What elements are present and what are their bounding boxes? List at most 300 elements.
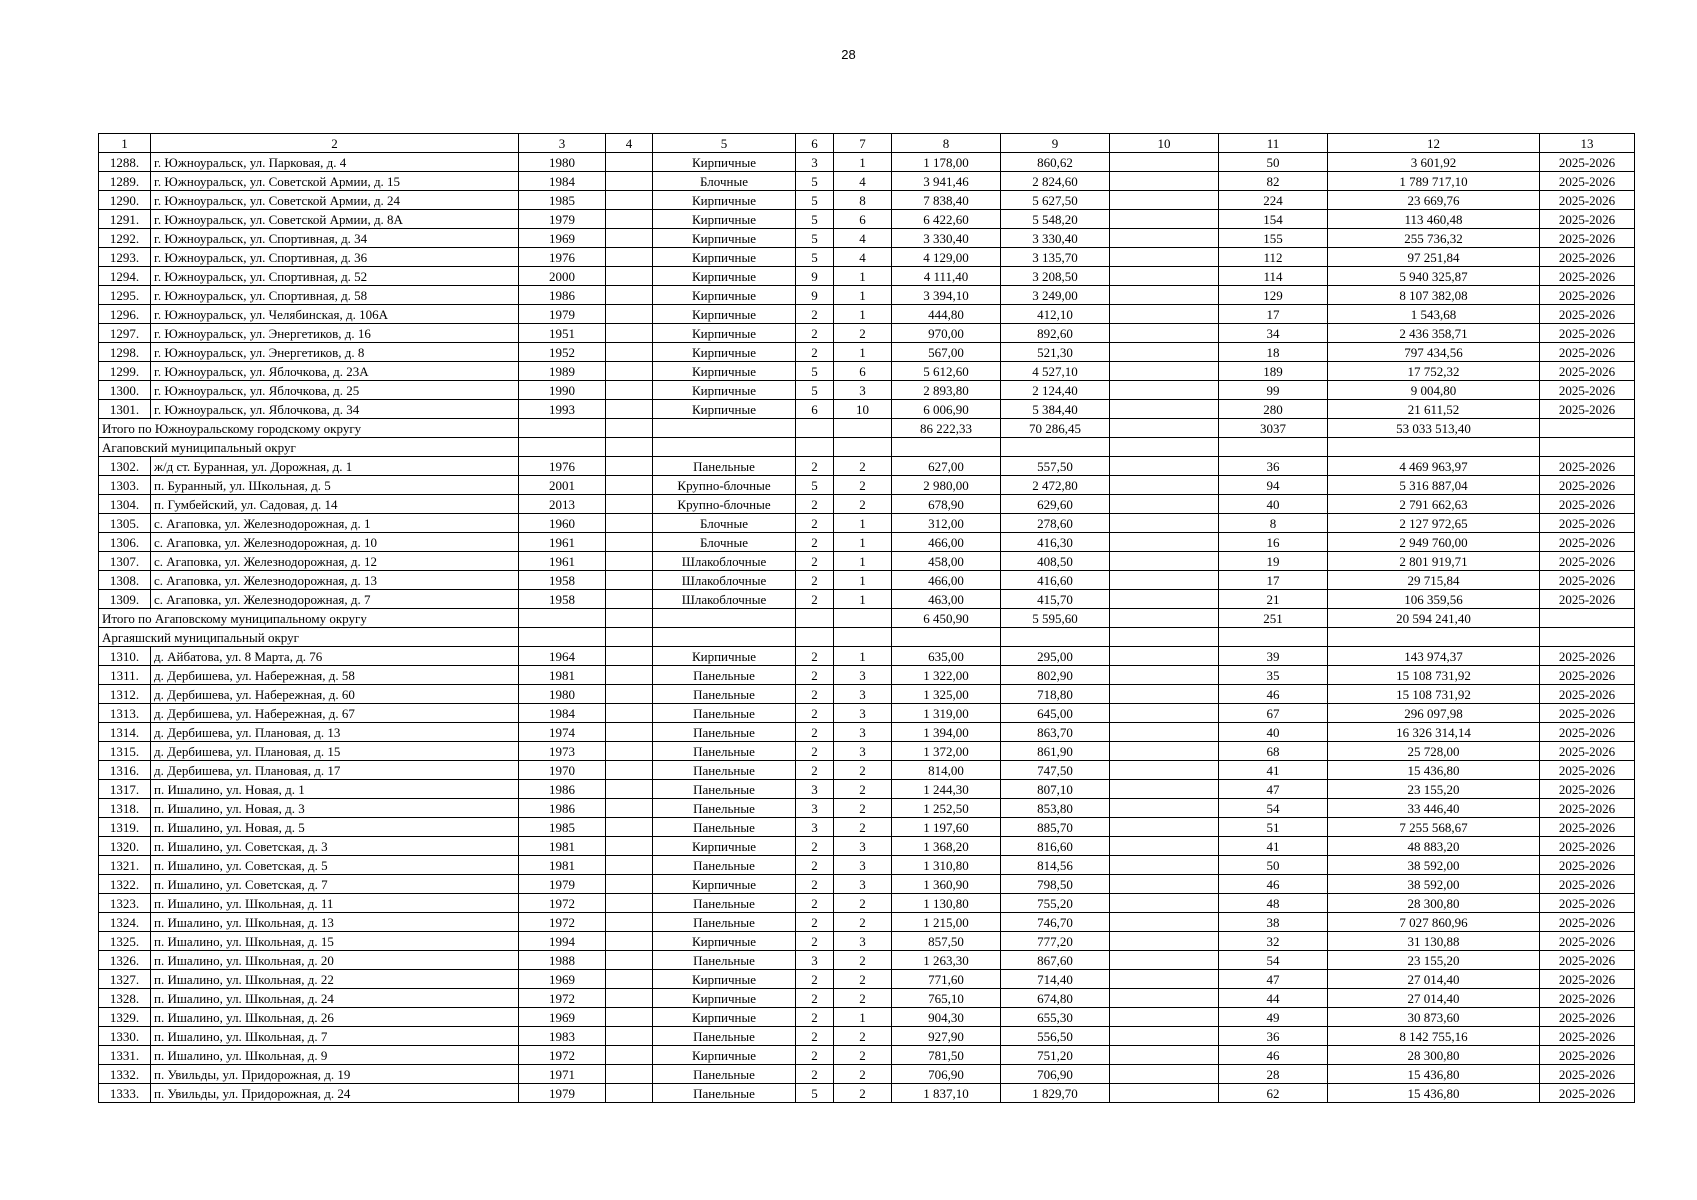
- table-cell: Кирпичные: [653, 324, 796, 343]
- table-cell: 2025-2026: [1540, 1008, 1635, 1027]
- empty-cell: [1540, 419, 1635, 438]
- table-cell: 2 124,40: [1001, 381, 1110, 400]
- address-cell: г. Южноуральск, ул. Советской Армии, д. 24: [151, 191, 519, 210]
- table-cell: 1295.: [99, 286, 151, 305]
- table-cell: 2025-2026: [1540, 324, 1635, 343]
- table-cell: 48: [1219, 894, 1328, 913]
- table-cell: Блочные: [653, 514, 796, 533]
- table-cell: 1985: [519, 191, 606, 210]
- table-cell: [606, 875, 653, 894]
- table-cell: [606, 1084, 653, 1103]
- table-cell: 2: [796, 723, 834, 742]
- address-cell: п. Ишалино, ул. Новая, д. 1: [151, 780, 519, 799]
- table-cell: 1291.: [99, 210, 151, 229]
- table-cell: 674,80: [1001, 989, 1110, 1008]
- table-cell: 3: [834, 381, 892, 400]
- table-cell: 2: [796, 837, 834, 856]
- total-label: Итого по Южноуральскому городскому округу: [99, 419, 519, 438]
- table-cell: 5: [796, 1084, 834, 1103]
- table-row: [99, 400, 1635, 419]
- table-cell: 5 548,20: [1001, 210, 1110, 229]
- table-cell: [1110, 248, 1219, 267]
- section-title: Агаповский муниципальный округ: [99, 438, 519, 457]
- table-row: [99, 286, 1635, 305]
- table-cell: [1110, 1084, 1219, 1103]
- table-cell: 17 752,32: [1328, 362, 1540, 381]
- address-cell: п. Ишалино, ул. Советская, д. 7: [151, 875, 519, 894]
- table-cell: 1 829,70: [1001, 1084, 1110, 1103]
- table-row: [99, 913, 1635, 932]
- table-cell: 18: [1219, 343, 1328, 362]
- empty-cell: [1219, 628, 1328, 647]
- empty-cell: [1110, 609, 1219, 628]
- address-cell: п. Ишалино, ул. Школьная, д. 13: [151, 913, 519, 932]
- table-cell: 3: [834, 875, 892, 894]
- table-cell: Кирпичные: [653, 153, 796, 172]
- table-cell: 2025-2026: [1540, 533, 1635, 552]
- table-cell: [606, 685, 653, 704]
- empty-cell: [1328, 438, 1540, 457]
- table-cell: 2: [796, 685, 834, 704]
- table-cell: 2000: [519, 267, 606, 286]
- table-row: [99, 970, 1635, 989]
- table-cell: 2025-2026: [1540, 1084, 1635, 1103]
- table-cell: 635,00: [892, 647, 1001, 666]
- empty-cell: [892, 628, 1001, 647]
- table-cell: [606, 799, 653, 818]
- table-cell: 34: [1219, 324, 1328, 343]
- table-cell: 38: [1219, 913, 1328, 932]
- table-cell: 5 612,60: [892, 362, 1001, 381]
- table-cell: 1990: [519, 381, 606, 400]
- address-cell: г. Южноуральск, ул. Спортивная, д. 52: [151, 267, 519, 286]
- address-cell: с. Агаповка, ул. Железнодорожная, д. 12: [151, 552, 519, 571]
- table-cell: 155: [1219, 229, 1328, 248]
- table-cell: [1110, 476, 1219, 495]
- table-cell: 23 155,20: [1328, 780, 1540, 799]
- table-cell: 2: [796, 989, 834, 1008]
- table-cell: 2025-2026: [1540, 571, 1635, 590]
- table-cell: Крупно-блочные: [653, 495, 796, 514]
- address-cell: г. Южноуральск, ул. Яблочкова, д. 25: [151, 381, 519, 400]
- table-row: [99, 590, 1635, 609]
- table-cell: 1: [834, 343, 892, 362]
- table-cell: 2: [796, 457, 834, 476]
- table-cell: 17: [1219, 305, 1328, 324]
- table-cell: 2: [796, 305, 834, 324]
- table-cell: Панельные: [653, 723, 796, 742]
- table-row: [99, 1008, 1635, 1027]
- table-cell: Кирпичные: [653, 1008, 796, 1027]
- table-cell: 2025-2026: [1540, 590, 1635, 609]
- table-cell: 629,60: [1001, 495, 1110, 514]
- header-cell: 9: [1001, 134, 1110, 153]
- address-cell: п. Увильды, ул. Придорожная, д. 24: [151, 1084, 519, 1103]
- table-cell: Кирпичные: [653, 400, 796, 419]
- table-cell: [606, 837, 653, 856]
- table-cell: 21 611,52: [1328, 400, 1540, 419]
- table-cell: 1327.: [99, 970, 151, 989]
- table-cell: [1110, 951, 1219, 970]
- table-row: [99, 267, 1635, 286]
- table-cell: [1110, 153, 1219, 172]
- table-row: [99, 666, 1635, 685]
- table-cell: 2 436 358,71: [1328, 324, 1540, 343]
- table-cell: [606, 229, 653, 248]
- table-cell: [1110, 856, 1219, 875]
- empty-cell: [834, 438, 892, 457]
- table-cell: 2: [796, 666, 834, 685]
- table-cell: 2: [796, 742, 834, 761]
- table-cell: 2013: [519, 495, 606, 514]
- table-cell: 2: [834, 1084, 892, 1103]
- table-cell: 4 469 963,97: [1328, 457, 1540, 476]
- table-cell: [1110, 723, 1219, 742]
- empty-cell: [834, 628, 892, 647]
- table-cell: 521,30: [1001, 343, 1110, 362]
- table-cell: Панельные: [653, 856, 796, 875]
- table-cell: [606, 647, 653, 666]
- table-cell: [606, 210, 653, 229]
- table-row: [99, 305, 1635, 324]
- address-cell: п. Ишалино, ул. Школьная, д. 11: [151, 894, 519, 913]
- table-cell: [1110, 742, 1219, 761]
- table-cell: 1296.: [99, 305, 151, 324]
- table-cell: 36: [1219, 457, 1328, 476]
- total-row: [99, 419, 1635, 438]
- table-cell: 2025-2026: [1540, 476, 1635, 495]
- table-cell: 82: [1219, 172, 1328, 191]
- table-cell: Блочные: [653, 172, 796, 191]
- table-cell: 1: [834, 514, 892, 533]
- table-cell: Панельные: [653, 951, 796, 970]
- table-cell: 2: [796, 1046, 834, 1065]
- table-cell: [606, 989, 653, 1008]
- table-cell: 655,30: [1001, 1008, 1110, 1027]
- table-cell: [606, 818, 653, 837]
- table-cell: 706,90: [892, 1065, 1001, 1084]
- table-cell: 1971: [519, 1065, 606, 1084]
- empty-cell: [519, 419, 606, 438]
- header-cell: 1: [99, 134, 151, 153]
- table-cell: Кирпичные: [653, 362, 796, 381]
- table-cell: 51: [1219, 818, 1328, 837]
- table-cell: 1988: [519, 951, 606, 970]
- empty-cell: [1540, 628, 1635, 647]
- table-cell: 1979: [519, 305, 606, 324]
- table-cell: 2: [796, 495, 834, 514]
- table-cell: 755,20: [1001, 894, 1110, 913]
- total-area-8: 86 222,33: [892, 419, 1001, 438]
- total-area-9: 5 595,60: [1001, 609, 1110, 628]
- table-cell: [606, 913, 653, 932]
- table-cell: [606, 590, 653, 609]
- total-area-9: 70 286,45: [1001, 419, 1110, 438]
- table-cell: [1110, 305, 1219, 324]
- table-cell: 2 824,60: [1001, 172, 1110, 191]
- table-cell: 1986: [519, 780, 606, 799]
- table-cell: 3: [834, 723, 892, 742]
- table-cell: [1110, 533, 1219, 552]
- table-cell: 6 006,90: [892, 400, 1001, 419]
- address-cell: г. Южноуральск, ул. Яблочкова, д. 23А: [151, 362, 519, 381]
- table-cell: 1 789 717,10: [1328, 172, 1540, 191]
- table-cell: 47: [1219, 970, 1328, 989]
- table-cell: Кирпичные: [653, 970, 796, 989]
- empty-cell: [606, 438, 653, 457]
- table-cell: 2: [796, 932, 834, 951]
- table-cell: 1984: [519, 172, 606, 191]
- table-cell: 1951: [519, 324, 606, 343]
- table-cell: 458,00: [892, 552, 1001, 571]
- table-cell: 295,00: [1001, 647, 1110, 666]
- table-row: [99, 1046, 1635, 1065]
- table-cell: 1305.: [99, 514, 151, 533]
- table-cell: [1110, 875, 1219, 894]
- address-cell: д. Дербишева, ул. Плановая, д. 17: [151, 761, 519, 780]
- table-cell: Панельные: [653, 894, 796, 913]
- empty-cell: [1110, 419, 1219, 438]
- table-cell: Кирпичные: [653, 1046, 796, 1065]
- table-cell: 1972: [519, 913, 606, 932]
- table-cell: 1333.: [99, 1084, 151, 1103]
- table-cell: [606, 970, 653, 989]
- address-cell: п. Ишалино, ул. Школьная, д. 20: [151, 951, 519, 970]
- table-cell: 38 592,00: [1328, 856, 1540, 875]
- table-cell: 30 873,60: [1328, 1008, 1540, 1027]
- table-cell: Кирпичные: [653, 210, 796, 229]
- table-cell: [1110, 552, 1219, 571]
- table-cell: 2025-2026: [1540, 400, 1635, 419]
- table-cell: 3 601,92: [1328, 153, 1540, 172]
- table-cell: 3: [796, 153, 834, 172]
- table-cell: 807,10: [1001, 780, 1110, 799]
- address-cell: д. Дербишева, ул. Набережная, д. 58: [151, 666, 519, 685]
- table-cell: 2 980,00: [892, 476, 1001, 495]
- table-cell: 1980: [519, 153, 606, 172]
- table-cell: 1304.: [99, 495, 151, 514]
- table-cell: 816,60: [1001, 837, 1110, 856]
- header-cell: 5: [653, 134, 796, 153]
- table-cell: 3: [834, 685, 892, 704]
- table-cell: 2: [834, 818, 892, 837]
- table-cell: 1324.: [99, 913, 151, 932]
- table-cell: Кирпичные: [653, 381, 796, 400]
- table-cell: 1970: [519, 761, 606, 780]
- table-cell: [1110, 457, 1219, 476]
- table-cell: 312,00: [892, 514, 1001, 533]
- table-cell: 4: [834, 229, 892, 248]
- table-cell: 1312.: [99, 685, 151, 704]
- table-cell: 714,40: [1001, 970, 1110, 989]
- table-row: [99, 172, 1635, 191]
- table-cell: 2025-2026: [1540, 818, 1635, 837]
- table-cell: 2025-2026: [1540, 1065, 1635, 1084]
- table-row: [99, 894, 1635, 913]
- table-cell: [606, 951, 653, 970]
- housing-table: [98, 133, 1635, 1103]
- empty-cell: [653, 609, 796, 628]
- table-cell: 2: [796, 514, 834, 533]
- table-cell: 3: [834, 932, 892, 951]
- table-cell: 5: [796, 362, 834, 381]
- table-cell: Шлакоблочные: [653, 571, 796, 590]
- table-cell: 3 135,70: [1001, 248, 1110, 267]
- table-cell: [1110, 932, 1219, 951]
- table-cell: [1110, 1046, 1219, 1065]
- table-cell: [1110, 343, 1219, 362]
- table-cell: 154: [1219, 210, 1328, 229]
- table-cell: 54: [1219, 951, 1328, 970]
- header-cell: 13: [1540, 134, 1635, 153]
- table-cell: 2025-2026: [1540, 799, 1635, 818]
- empty-cell: [834, 609, 892, 628]
- table-cell: 1299.: [99, 362, 151, 381]
- table-cell: 1985: [519, 818, 606, 837]
- table-cell: 1: [834, 267, 892, 286]
- table-cell: 1976: [519, 457, 606, 476]
- table-cell: 3: [796, 951, 834, 970]
- table-cell: 747,50: [1001, 761, 1110, 780]
- table-cell: [606, 533, 653, 552]
- table-cell: 771,60: [892, 970, 1001, 989]
- table-cell: 3: [834, 704, 892, 723]
- table-cell: 17: [1219, 571, 1328, 590]
- table-cell: Кирпичные: [653, 248, 796, 267]
- table-row: [99, 153, 1635, 172]
- table-cell: [606, 457, 653, 476]
- table-cell: 9 004,80: [1328, 381, 1540, 400]
- table-cell: 1303.: [99, 476, 151, 495]
- table-cell: 1332.: [99, 1065, 151, 1084]
- table-cell: [606, 723, 653, 742]
- table-cell: 814,00: [892, 761, 1001, 780]
- empty-cell: [1110, 438, 1219, 457]
- table-cell: 2: [834, 951, 892, 970]
- table-cell: 5: [796, 381, 834, 400]
- table-cell: 1325.: [99, 932, 151, 951]
- table-cell: 2: [834, 989, 892, 1008]
- header-cell: 4: [606, 134, 653, 153]
- table-cell: 99: [1219, 381, 1328, 400]
- table-cell: [1110, 172, 1219, 191]
- table-cell: 1 325,00: [892, 685, 1001, 704]
- table-cell: 645,00: [1001, 704, 1110, 723]
- table-cell: 1984: [519, 704, 606, 723]
- table-cell: 2025-2026: [1540, 362, 1635, 381]
- table-cell: 4: [834, 248, 892, 267]
- table-cell: 885,70: [1001, 818, 1110, 837]
- table-cell: Блочные: [653, 533, 796, 552]
- table-cell: 1289.: [99, 172, 151, 191]
- table-cell: 1964: [519, 647, 606, 666]
- table-cell: 1317.: [99, 780, 151, 799]
- table-cell: 4 527,10: [1001, 362, 1110, 381]
- table-cell: 1952: [519, 343, 606, 362]
- table-cell: 1311.: [99, 666, 151, 685]
- table-cell: [606, 894, 653, 913]
- table-cell: [1110, 970, 1219, 989]
- table-cell: 28 300,80: [1328, 1046, 1540, 1065]
- table-cell: Шлакоблочные: [653, 590, 796, 609]
- address-cell: п. Ишалино, ул. Школьная, д. 7: [151, 1027, 519, 1046]
- table-cell: 68: [1219, 742, 1328, 761]
- table-cell: Кирпичные: [653, 267, 796, 286]
- table-cell: 67: [1219, 704, 1328, 723]
- table-row: [99, 647, 1635, 666]
- table-cell: [1110, 761, 1219, 780]
- table-cell: 857,50: [892, 932, 1001, 951]
- address-cell: г. Южноуральск, ул. Парковая, д. 4: [151, 153, 519, 172]
- table-cell: 2 127 972,65: [1328, 514, 1540, 533]
- table-cell: 1993: [519, 400, 606, 419]
- table-cell: 1981: [519, 837, 606, 856]
- table-cell: 5 627,50: [1001, 191, 1110, 210]
- table-cell: [1110, 1008, 1219, 1027]
- table-cell: 466,00: [892, 571, 1001, 590]
- empty-cell: [1540, 438, 1635, 457]
- table-cell: 8: [834, 191, 892, 210]
- table-cell: 2025-2026: [1540, 932, 1635, 951]
- table-cell: 2025-2026: [1540, 723, 1635, 742]
- table-cell: 2025-2026: [1540, 1027, 1635, 1046]
- table-cell: 1969: [519, 970, 606, 989]
- table-cell: 1288.: [99, 153, 151, 172]
- header-cell: 2: [151, 134, 519, 153]
- section-row: [99, 438, 1635, 457]
- total-people: 3037: [1219, 419, 1328, 438]
- table-cell: [1110, 799, 1219, 818]
- table-cell: 49: [1219, 1008, 1328, 1027]
- table-row: [99, 932, 1635, 951]
- table-cell: 1319.: [99, 818, 151, 837]
- table-cell: [1110, 704, 1219, 723]
- table-cell: 1 310,80: [892, 856, 1001, 875]
- table-cell: 5: [796, 476, 834, 495]
- table-cell: Шлакоблочные: [653, 552, 796, 571]
- table-cell: 129: [1219, 286, 1328, 305]
- address-cell: п. Ишалино, ул. Школьная, д. 9: [151, 1046, 519, 1065]
- table-cell: 1980: [519, 685, 606, 704]
- table-cell: 46: [1219, 685, 1328, 704]
- table-cell: 1331.: [99, 1046, 151, 1065]
- table-cell: [1110, 267, 1219, 286]
- table-cell: [1110, 286, 1219, 305]
- table-cell: 2025-2026: [1540, 552, 1635, 571]
- header-cell: 7: [834, 134, 892, 153]
- table-cell: 19: [1219, 552, 1328, 571]
- table-cell: 1 244,30: [892, 780, 1001, 799]
- table-cell: [1110, 400, 1219, 419]
- table-cell: 1323.: [99, 894, 151, 913]
- page-number: 28: [841, 47, 856, 62]
- table-cell: 2: [796, 856, 834, 875]
- address-cell: д. Айбатова, ул. 8 Марта, д. 76: [151, 647, 519, 666]
- table-cell: 751,20: [1001, 1046, 1110, 1065]
- table-cell: 41: [1219, 837, 1328, 856]
- table-cell: Панельные: [653, 457, 796, 476]
- table-cell: 2001: [519, 476, 606, 495]
- table-cell: 28: [1219, 1065, 1328, 1084]
- table-cell: 3 249,00: [1001, 286, 1110, 305]
- table-cell: Крупно-блочные: [653, 476, 796, 495]
- address-cell: г. Южноуральск, ул. Яблочкова, д. 34: [151, 400, 519, 419]
- table-cell: 5 940 325,87: [1328, 267, 1540, 286]
- table-cell: 2: [796, 571, 834, 590]
- empty-cell: [653, 628, 796, 647]
- table-cell: Панельные: [653, 761, 796, 780]
- table-cell: 5 384,40: [1001, 400, 1110, 419]
